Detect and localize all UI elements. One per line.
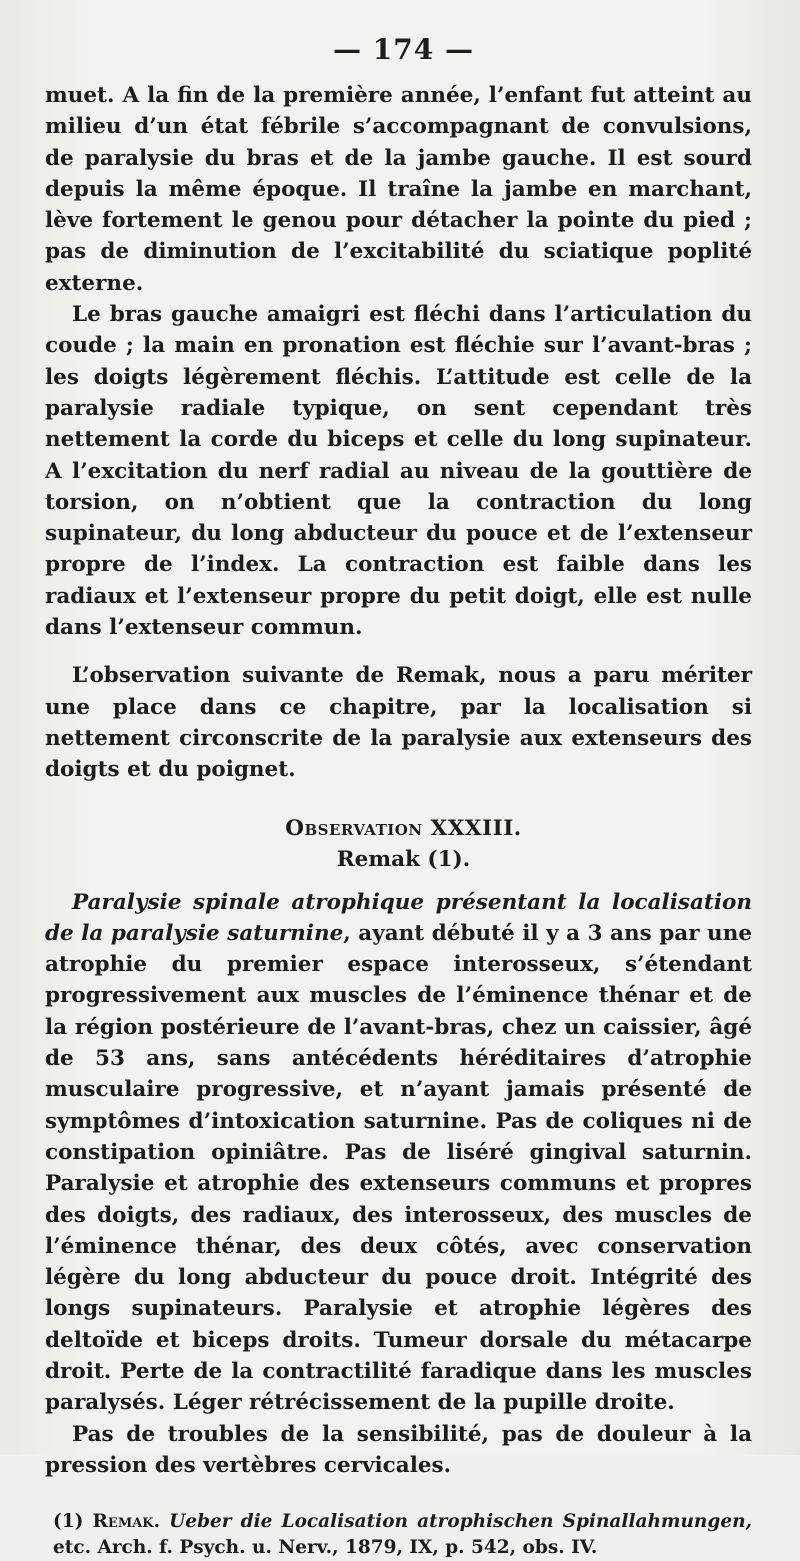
paragraph-1: muet. A la fin de la première année, l’enfant fut atteint au milieu d’un état fébrile s’accompagnant de convulsions, de paralysie du bras et de la jambe gauche. Il est sourd depuis la même époque. Il traîne la jambe en marchant, lève fortement le genou pour détacher la pointe du pied ; pas de diminution de l’excitabilité du sciatique poplité externe. xyxy=(45,83,752,296)
footnote-reference: etc. Arch. f. Psych. u. Nerv., 1879, IX, p. 542, obs. IV. xyxy=(53,1537,598,1559)
footnote-marker: (1) xyxy=(53,1511,93,1533)
observation-title: Observation XXXIII. xyxy=(285,815,522,841)
paragraph-2: Le bras gauche amaigri est fléchi dans l’articulation du coude ; la main en pronation est fléchie sur l’avant-bras ; les doigts légèrement fléchis. L’attitude est celle de la paralysie radiale typique, on sent cependant très nettement la corde du biceps et celle du long supinateur. A l’excitation du nerf radial au niveau de la gouttière de torsion, on n’obtient que la contraction du long supinateur, du long abducteur du pouce et de l’extenseur propre de l’index. La contraction est faible dans les radiaux et l’extenseur propre du petit doigt, elle est nulle dans l’extenseur commun. xyxy=(45,302,752,641)
observation-heading xyxy=(45,813,752,875)
summary-text: , ayant débuté il y a 3 ans par une atrophie du premier espace interosseux, s’étendant progressivement aux muscles de l’éminence thénar et de la région postérieure de l’avant-bras, chez un caissier, âgé de 53 ans, sans antécédents héréditaires d’atrophie musculaire progressive, et n’ayant jamais présenté de symptômes d’intoxication saturnine. Pas de coliques ni de constipation opiniâtre. Pas de liséré gingival saturnin. Paralysie et atrophie des extenseurs communs et propres des doigts, des radiaux, des interosseux, des muscles de l’éminence thénar, des deux côtés, avec conservation légère du long abducteur du pouce droit. Intégrité des longs supinateurs. Paralysie et atrophie légères des deltoïde et biceps droits. Tumeur dorsale du métacarpe droit. Perte de la contractilité faradique dans les muscles paralysés. Léger rétrécissement de la pupille droite. xyxy=(45,920,753,1416)
paragraph-5: Pas de troubles de la sensibilité, pas de douleur à la pression des vertèbres cervicales. xyxy=(45,1421,752,1478)
summary-italic-lead: Paralysie spinale atrophique présentant la localisation de la paralysie saturnine xyxy=(45,889,752,946)
footnote-author: Remak. xyxy=(92,1511,161,1533)
footnote-title: Ueber die Localisation atrophischen Spinallahmungen, xyxy=(160,1511,752,1533)
observation-summary xyxy=(45,887,752,1419)
page-number: — 174 — xyxy=(333,33,474,66)
footnote xyxy=(45,1509,752,1561)
paragraph-3: L’observation suivante de Remak, nous a paru mériter une place dans ce chapitre, par la localisation si nettement circonscrite de la paralysie aux extenseurs des doigts et du poignet. xyxy=(45,663,752,783)
observation-author: Remak (1). xyxy=(336,846,471,872)
